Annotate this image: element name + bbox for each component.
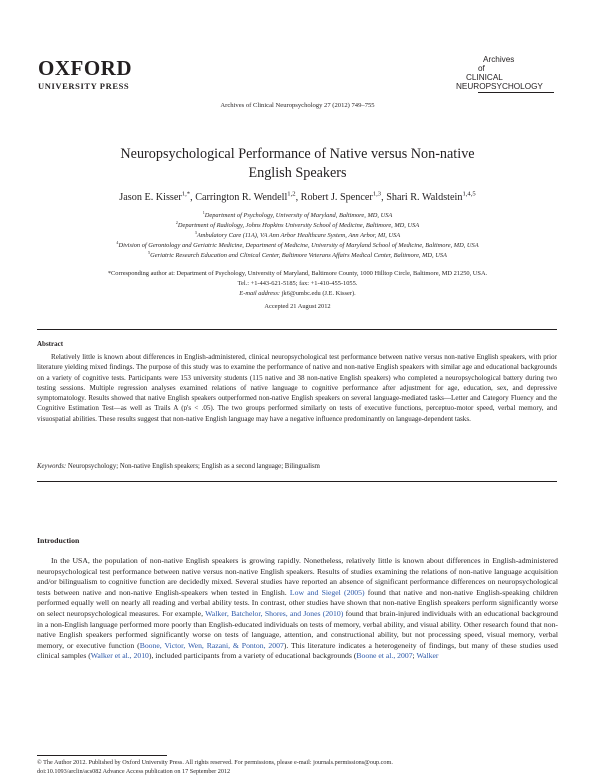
affiliation-marker: 4 (116, 239, 119, 245)
citation-link[interactable]: Walker, Batchelor, Shores, and Jones (2010) (205, 608, 344, 618)
email-label: E-mail address: (239, 290, 281, 297)
accepted-date: Accepted 21 August 2012 (264, 303, 331, 310)
author-name: Jason E. Kisser (119, 192, 182, 203)
intro-text: ), included participants from a variety of educational backgrounds ( (148, 651, 357, 661)
intro-text: ). This literature indicates a heterogeneity of findings, but many of these studies used clinical samples ( (37, 640, 558, 661)
journal-logo-line: NEUROPSYCHOLOGY (456, 82, 543, 91)
affiliation-marker: 1 (202, 209, 205, 215)
author-name: Robert J. Spencer (300, 192, 373, 203)
journal-logo-line: of (478, 64, 485, 73)
intro-text: ; (412, 651, 417, 661)
introduction-body (37, 556, 558, 662)
author-separator: , (295, 192, 301, 203)
affiliation (0, 229, 595, 239)
abstract-heading: Abstract (37, 340, 64, 348)
citation-link[interactable]: Walker (416, 651, 439, 661)
author-name: Shari R. Waldstein (386, 192, 463, 203)
intro-text: found that brain-injured individuals with an educational background in a non-English language performed more poorly than English-educated individuals on tests of memory, verbal ability, and visual ability. Other research found that non-native English speakers performed significantly worse on tests of language, attention, and constructional ability, but not processing speed, visual memory, verbal memory, or executive function ( (37, 608, 559, 650)
author-affil-marker: 1,* (181, 190, 191, 198)
affiliation-marker: 5 (148, 249, 151, 255)
doi-line: doi:10.1093/arclin/acs082 Advance Access publication on 17 September 2012 (37, 767, 231, 775)
keywords-label: Keywords: (37, 463, 67, 470)
abstract-bottom-rule (37, 481, 557, 482)
affiliation-text: Department of Radiology, Johns Hopkins University School of Medicine, Baltimore, MD, USA (177, 222, 420, 229)
article-title (0, 145, 595, 183)
introduction-heading: Introduction (37, 536, 80, 545)
affiliation-text: Division of Gerontology and Geriatric Medicine, Department of Medicine, University of Maryland School of Medicine, Baltimore, MD, USA (118, 242, 479, 249)
author-affil-marker: 1,3 (372, 190, 382, 198)
affiliation-text: Ambulatory Care (11A), VA Ann Arbor Healthcare System, Ann Arbor, MI, USA (196, 232, 401, 239)
author-separator: , (381, 192, 387, 203)
footer-rule (37, 755, 167, 756)
email-value: jk6@umbc.edu (J.E. Kisser). (280, 290, 356, 297)
citation-link[interactable]: Low and Siegel (2005) (289, 587, 365, 597)
oup-logo-subtitle: UNIVERSITY PRESS (38, 81, 130, 91)
citation-link[interactable]: Boone et al., 2007 (356, 651, 413, 661)
journal-logo (456, 55, 556, 101)
copyright-line: © The Author 2012. Published by Oxford University Press. All rights reserved. For permissions, please e-mail: journals.permissions@oup.com. (37, 759, 393, 766)
affiliation-text: Geriatric Research Education and Clinical Center, Baltimore Veterans Affairs Medical Center, Baltimore, MD, USA (150, 252, 447, 259)
journal-logo-rule (478, 92, 554, 93)
affiliation (0, 209, 595, 219)
journal-logo-line: Archives (483, 55, 515, 64)
citation-link[interactable]: Boone, Victor, Wen, Razani, & Ponton, 2007 (139, 640, 284, 650)
author-affil-marker: 1,4,5 (462, 190, 476, 198)
footer (37, 759, 557, 776)
intro-text: found that native and non-native English-speaking children performed equally well on nearly all reading and verbal ability tests. In contrast, other studies have shown that non-native English speakers perform significantly worse on select neuropsychological measures. For example, (37, 587, 558, 618)
author-separator: , (190, 192, 196, 203)
correspondence-phone: Tel.: +1-443-621-5185; fax: +1-410-455-1055. (237, 280, 358, 287)
title-line: Neuropsychological Performance of Native versus Non-native (120, 146, 475, 162)
intro-text: In the USA, the population of non-native English speakers is growing rapidly. Nonetheless, relatively little is known about differences in English-administered neuropsychological test performance between native versus non-native English speakers. Results of studies examining the relations of non-native language acquisition and/or bilingualism to cognitive function are decidedly mixed. Several studies have reported an absence of significant performance differences on neuropsychological tests between native and non-native English-speakers when tested in English. (37, 556, 558, 597)
running-head: Archives of Clinical Neuropsychology 27 (2012) 749–755 (220, 102, 375, 109)
affiliation-text: Department of Psychology, University of Maryland, Baltimore, MD, USA (204, 212, 393, 219)
title-line: English Speakers (248, 165, 347, 181)
abstract-body: Relatively little is known about differences in English-administered, clinical neuropsychological test performance between native versus non-native English speakers, with prior literature yielding mixed findings. The purpose of this study was to examine the performance of native and non-native English speakers with similar age and educational backgrounds on a variety of cognitive tests. Participants were 153 university students (115 native and 38 non-native English speakers) who completed a neuropsychological battery during two testing sessions. Multiple regression analyses examined relations of native language to cognitive performance after adjustment for age, education, sex, and depressive symptomatology. Results showed that native English speakers outperformed non-native English speakers on several language-mediated tasks—Letter and Category Fluency and the Cognitive Estimation Test—as well as Trails A (p's < .05). The two groups performed similarly on tests of executive functions, perceptuo-motor speed, verbal memory, and visuospatial abilities. These results suggest that non-native English language may have a negative influence predominantly on language-dependent tasks. (37, 353, 557, 423)
abstract-top-rule (37, 329, 557, 330)
keywords (37, 463, 557, 470)
author-affil-marker: 1,2 (287, 190, 296, 198)
journal-logo-line: CLINICAL (466, 73, 503, 82)
affiliation-marker: 2 (175, 219, 178, 225)
oxford-logo: OXFORD (38, 56, 132, 80)
correspondence-address: *Corresponding author at: Department of Psychology, University of Maryland, Baltimore County, 1000 Hilltop Circle, Baltimore, MD 21250, USA. (107, 270, 488, 277)
author-name: Carrington R. Wendell (195, 192, 288, 203)
affiliation (0, 219, 595, 229)
affiliation-marker: 3 (194, 229, 197, 235)
keywords-text: Neuropsychology; Non-native English speakers; English as a second language; Bilingualism (66, 463, 320, 470)
correspondence-email (0, 290, 595, 297)
affiliation (0, 249, 595, 259)
citation-link[interactable]: Walker et al., 2010 (90, 651, 149, 661)
author-list (0, 192, 595, 203)
affiliation (0, 239, 595, 249)
